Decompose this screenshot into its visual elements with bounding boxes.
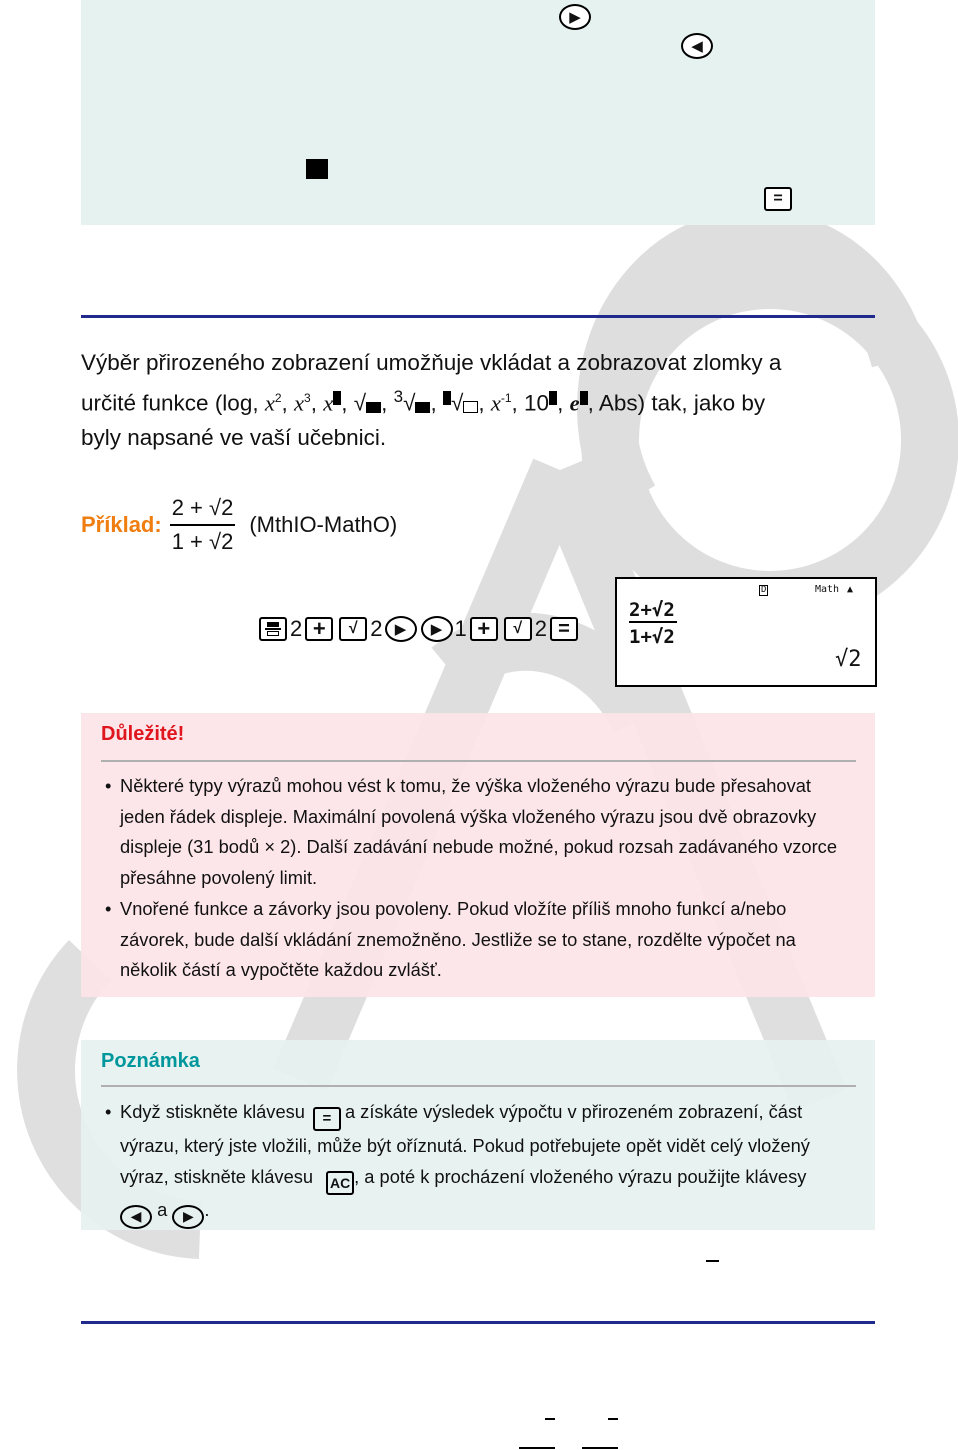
denominator: 1 + √2	[171, 529, 234, 554]
math-mode-indicator: Math	[815, 584, 840, 595]
placeholder-icon	[549, 391, 557, 405]
placeholder-icon	[366, 402, 381, 413]
cube-index: 3	[393, 387, 404, 406]
numerator: 2 + √2	[170, 495, 236, 526]
intro-line-3: byly napsané ve vaší učebnici.	[81, 424, 387, 450]
text: , Abs) tak, jako by	[587, 390, 766, 416]
sep: ,	[478, 390, 491, 416]
example-label: Příklad:	[81, 512, 162, 537]
fraction-key-icon	[259, 617, 287, 641]
digit: 2	[370, 616, 383, 641]
fraction-line-mark	[519, 1447, 555, 1449]
intro-line-1: Výběr přirozeného zobrazení umožňuje vkládat a zobrazovat zlomky a	[81, 350, 782, 375]
note-panel	[81, 1040, 875, 1230]
equals-key-icon: =	[313, 1107, 341, 1131]
digit: 2	[534, 616, 547, 641]
intro-paragraph	[81, 346, 881, 455]
left-arrow-key-icon: ◀	[681, 33, 713, 59]
sqrt-symbol: √	[403, 390, 416, 416]
x-symbol: x	[323, 390, 334, 416]
example-mode: (MthIO-MathO)	[249, 512, 398, 537]
sep: ,	[381, 390, 394, 416]
important-panel	[81, 713, 875, 997]
intro-line-2	[81, 380, 881, 421]
ten: 10	[524, 390, 550, 416]
text: určité funkce (log,	[81, 390, 265, 416]
placeholder-icon	[443, 391, 451, 405]
equals-key-icon: =	[550, 617, 578, 641]
right-arrow-key-icon: ▶	[385, 616, 417, 642]
panel-divider	[101, 760, 856, 762]
section-divider	[81, 1321, 875, 1324]
plus-key-icon: +	[305, 617, 333, 641]
panel-divider	[101, 1085, 856, 1087]
x-symbol: x	[264, 390, 275, 416]
plus-key-icon: +	[470, 617, 498, 641]
right-arrow-key-icon: ▶	[172, 1205, 204, 1229]
ac-key-icon: AC	[326, 1171, 354, 1195]
fraction-line-mark	[582, 1447, 618, 1449]
digit: 2	[290, 616, 303, 641]
placeholder-icon	[580, 391, 588, 405]
section-divider	[81, 315, 875, 318]
right-arrow-key-icon: ▶	[421, 616, 453, 642]
list-item	[105, 1097, 855, 1229]
up-indicator-icon: ▲	[847, 584, 854, 595]
calculator-display	[615, 577, 877, 687]
sep: ,	[310, 390, 324, 416]
note-list	[105, 1097, 855, 1229]
sqrt-key-icon: √	[339, 617, 367, 641]
cursor-block-icon	[306, 159, 328, 179]
placeholder-icon	[415, 402, 430, 413]
sup: -1	[500, 391, 512, 405]
display-result: √2	[835, 647, 862, 672]
note-title: Poznámka	[101, 1050, 200, 1072]
equals-key-icon: =	[764, 187, 792, 211]
dash-mark	[706, 1260, 719, 1262]
text: .	[204, 1199, 210, 1221]
display-denominator: 1+√2	[629, 626, 675, 648]
x-symbol: x	[294, 390, 305, 416]
list-item: • Vnořené funkce a závorky jsou povoleny. Pokud vložíte příliš mnoho funkcí a/nebo závorek, bude další vkládání znemožněno. Jestliže se to stane, rozdělte výpočet na několik částí a vypočtěte každou zvlášť.	[105, 894, 855, 986]
display-numerator: 2+√2	[629, 599, 675, 621]
x-symbol: x	[490, 390, 501, 416]
example	[81, 495, 397, 555]
important-title: Důležité!	[101, 723, 185, 745]
empty-placeholder-icon	[463, 401, 478, 413]
text: Když stiskněte klávesu	[120, 1101, 305, 1122]
text: a získáte výsledek výpočtu v přirozeném zobrazení, část výrazu, který jste vložili, může být oříznutá. Pokud potřebujete opět vidět celý vložený výraz, stiskněte klávesu	[120, 1101, 810, 1188]
top-info-panel	[81, 0, 875, 225]
example-fraction	[170, 495, 236, 555]
sqrt-symbol: √	[353, 390, 367, 416]
sup: 3	[304, 391, 311, 405]
sep: ,	[281, 390, 295, 416]
text: , a poté k procházení vloženého výrazu použijte klávesy	[354, 1166, 807, 1188]
sep: ,	[430, 390, 443, 416]
sqrt-key-icon: √	[504, 617, 532, 641]
digit: 1	[454, 616, 467, 641]
right-arrow-key-icon: ▶	[559, 4, 591, 30]
sqrt-symbol: √	[450, 390, 464, 416]
dash-mark	[545, 1418, 555, 1420]
list-item: • Některé typy výrazů mohou vést k tomu, že výška vloženého výrazu bude přesahovat jeden řádek displeje. Maximální povolená výška vloženého výrazu jsou dvě obrazovky displeje (31 bodů × 2). Další zadávání nebude možné, pokud rozsah zadávaného vzorce přesáhne povolený limit.	[105, 771, 855, 894]
sep: ,	[341, 390, 354, 416]
keystroke-sequence	[256, 616, 581, 642]
text: a	[157, 1199, 168, 1221]
sep: ,	[557, 390, 570, 416]
degree-indicator: D	[761, 585, 767, 595]
dash-mark	[608, 1418, 618, 1420]
sep: ,	[511, 390, 525, 416]
important-list	[105, 771, 855, 986]
sup: 2	[274, 391, 282, 405]
left-arrow-key-icon: ◀	[120, 1205, 152, 1229]
e-symbol: e	[569, 390, 580, 416]
